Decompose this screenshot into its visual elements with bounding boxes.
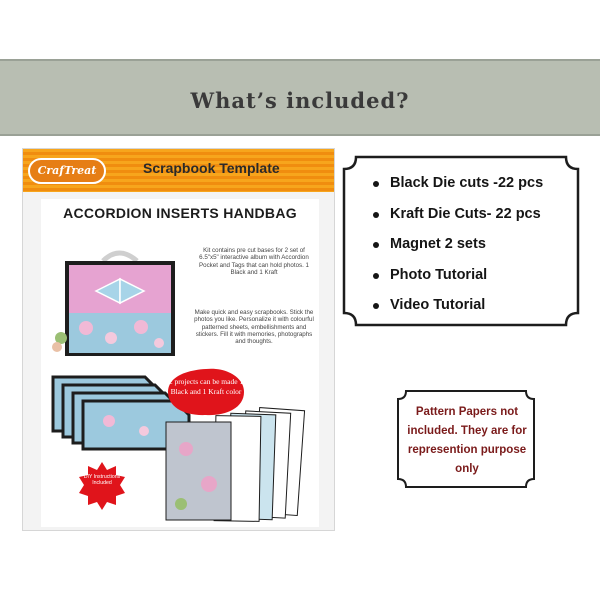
bullet-icon xyxy=(373,212,379,218)
card-header xyxy=(23,149,335,192)
insert-pages-image xyxy=(161,404,316,524)
list-item: Photo Tutorial xyxy=(370,267,543,298)
bullet-icon xyxy=(373,242,379,248)
bullet-icon xyxy=(373,273,379,279)
header-banner xyxy=(0,59,600,136)
list-item: Kraft Die Cuts- 22 pcs xyxy=(370,206,543,237)
list-item: Magnet 2 sets xyxy=(370,236,543,267)
diy-badge-text: DIY Instructions Included xyxy=(83,474,121,487)
product-card xyxy=(22,148,335,531)
product-name: ACCORDION INSERTS HANDBAG xyxy=(63,205,297,221)
included-items-box xyxy=(342,155,580,327)
bullet-icon xyxy=(373,181,379,187)
bullet-icon xyxy=(373,303,379,309)
note-text: Pattern Papers not included. They are for represention purpose only xyxy=(407,406,527,475)
product-description-2: Make quick and easy scrapbooks. Stick the photos you like. Personalize it with colourful patterned sheets, embellishments and stickers. Fill it with memories, photographs and thoughts. xyxy=(194,309,314,346)
page-title: What’s included? xyxy=(190,88,410,113)
handbag-image xyxy=(51,243,186,363)
projects-badge-text: 2 projects can be made 1 Black and 1 Kraft color xyxy=(168,377,244,396)
note-box xyxy=(396,389,536,489)
brand-logo: CrafTreat xyxy=(28,158,106,184)
card-body xyxy=(41,199,319,527)
product-description: Kit contains pre cut bases for 2 set of 6.5"x5" interactive album with Accordion Pocket and Tags that can hold photos. 1 Black and 1 Kraft xyxy=(199,247,309,276)
included-items-list xyxy=(370,175,543,328)
list-item: Black Die cuts -22 pcs xyxy=(370,175,543,206)
list-item: Video Tutorial xyxy=(370,297,543,328)
template-title: Scrapbook Template xyxy=(143,160,280,176)
